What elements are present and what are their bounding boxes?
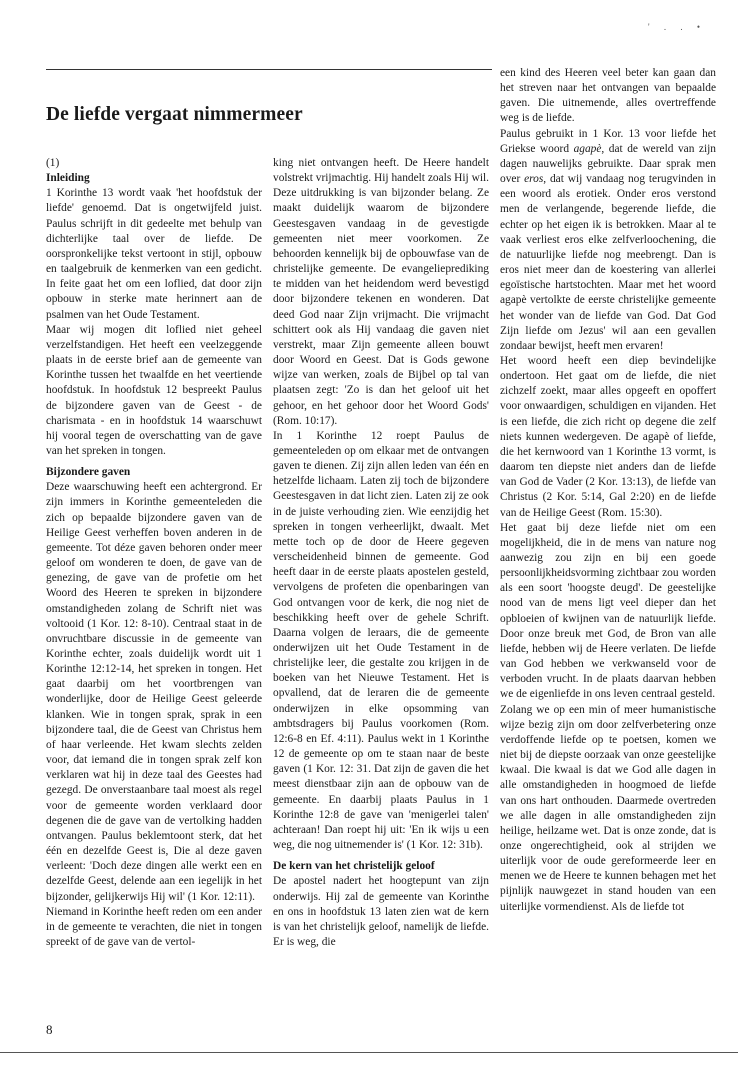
- column-2: [273, 156, 489, 950]
- heading-bijzondere-gaven: Bijzondere gaven: [46, 466, 131, 479]
- column-3: [500, 66, 716, 915]
- paragraph: Niemand in Korinthe heeft reden om een ander in de gemeente te verachten, die niet in tongen spreekt of de gave van de vertol-: [46, 905, 262, 948]
- paragraph: Het gaat bij deze liefde niet om een mogelijkheid, die in de mens van nature nog aanwezig zou zijn en bij een goede persoonlijkheidsvorming zichtbaar zou worden als een soort 'hoogste deugd'. De geestelijke nood van de mens ligt veel dieper dan het opbloeien of kwijnen van de natuurlijk liefde. Door onze breuk met God, de Bron van alle liefde, hebben wij de Heere verlaten. De liefde van God hebben we verkwanseld voor de verboden vrucht. In de plaats daarvan hebben we de eigenliefde in ons leven centraal gesteld.: [500, 521, 716, 701]
- paragraph: In 1 Korinthe 12 roept Paulus de gemeenteleden op om elkaar met de ontvangen gaven te dienen. Zij zijn allen leden van één en hetzelfde lichaam. Laten zij toch de bijzondere Geestesgaven in dat licht zien. Laten zij ze ook in de juiste verhouding zien. Wie eenzijdig het spreken in tongen verheerlijkt, dwaalt. Met mette toch op de door de Heere gegeven verscheidenheid binnen de gemeente. God heeft daar in de eerste plaats apostelen gesteld, vervolgens de profeten die openbaringen van God ontvangen voor de kerk, die nog niet de beschikking heeft over de gehele Schrift. Daarna volgen de leraars, die de gemeente onderwijzen uit het Oude Testament in de christelijke leer, die gestalte zou krijgen in de boeken van het Nieuwe Testament. Het is opvallend, dat de leraren die de gemeente onderwijzen in elke opsomming van ambtsdragers bij Paulus voorkomen (Rom. 12:6-8 en Ef. 4:11). Paulus wekt in 1 Korinthe 12 de gemeente op om te staan naar de beste gaven (1 Kor. 12: 31. Dat zijn de gaven die het meest dienstbaar zijn aan de opbouw van de gemeente. En daarbij plaats Paulus in 1 Korinthe 12:8 de gave van 'menigerlei talen' achteraan! Dan roept hij uit: 'En ik wijs u een weg, die nog uitnemender is' (1 Kor. 12: 31b).: [273, 429, 489, 852]
- heading-inleiding: Inleiding: [46, 172, 90, 185]
- paragraph: De apostel nadert het hoogtepunt van zijn onderwijs. Hij zal de gemeente van Korinthe en ons in hoofdstuk 13 laten zien wat de kern is van het christelijk geloof, namelijk de liefde. Er is weg, die: [273, 875, 489, 948]
- column-1: [46, 156, 262, 950]
- scan-marks: ' . . •: [648, 22, 707, 32]
- paragraph: 1 Korinthe 13 wordt vaak 'het hoofdstuk der liefde' genoemd. Dat is ongetwijfeld juist. Paulus schrijft in dit gedeelte met behulp van dichterlijke taal over de liefde. De oorspronkelijke tekst vertoont in stijl, opbouw en taalgebruik de kenmerken van een gedicht. In feite gaat het om een loflied, dat door zijn opbouw in sterke mate herinnert aan de psalmen van het Oude Testament.: [46, 187, 262, 321]
- paragraph: Deze waarschuwing heeft een achtergrond. Er zijn immers in Korinthe gemeenteleden die zich op bepaalde bijzondere gaven van de Heilige Geest verheffen boven anderen in de gemeente. Tot déze gaven behoren onder meer geloof om wonderen te doen, de gave van de genezing, de gave van de profetie om het Woord des Heeren te spreken in bijzondere omstandigheden zolang de Schrift niet was voltooid (1 Kor. 12: 8-10). Centraal staat in de onvruchtbare discussie in de gemeente van Korinthe echter, zoals duidelijk wordt uit 1 Korinthe 12:12-14, het spreken in tongen. Het gaat daarbij om het voortbrengen van wonderlijke, door de Heilige Geest geleerde klanken. Wie in tongen sprak, sprak in een bijzondere taal, die de Geest van Christus hem of haar verleende. Het kwam slechts zelden voor, dat iemand die in tongen sprak zelf kon verklaren wat hij in deze taal des Geestes had gezegd. De onverstaanbare taal moest als regel voor de gemeente worden verklaard door degenen die de gave van de vertolking hadden ontvangen. Paulus beklemtoont sterk, dat het één en dezelfde Geest is, Die al deze gaven verleent: 'Doch deze dingen alle werkt een en dezelfde Geest, delende aan een iegelijk in het bijzonder, gelijkerwijs Hij wil' (1 Kor. 12:11).: [46, 481, 262, 903]
- paragraph: Zolang we op een min of meer humanistische wijze bezig zijn om door zelfverbetering onze verdoffende liefde op te poetsen, komen we niet bij de diepste oorzaak van onze geestelijke kwaal. Die kwaal is dat we God alle dagen in alle omstandigheden in hoogmoed de liefde van ons hart onthouden. Daarmede overtreden we alle dagen in alle omstandigheden zijn heilige, heilzame wet. Dat is onze zonde, dat is onze ongerechtigheid, ook al strijden we uiterlijk voor de oude gereformeerde leer en menen we de Heere te kunnen behagen met het pijnlijk nauwgezet in stand houden van een uiterlijke vormendienst. Als de liefde tot: [500, 703, 716, 913]
- term-eros: eros: [524, 173, 544, 186]
- section-number: (1): [46, 157, 60, 169]
- paragraph: een kind des Heeren veel beter kan gaan dan het streven naar het ontvangen van bepaalde gaven. Die uitnemende, alles overtreffende weg is de liefde.: [500, 67, 716, 125]
- bottom-rule: [0, 1052, 738, 1053]
- paragraph: king niet ontvangen heeft. De Heere handelt volstrekt vrijmachtig. Hij handelt zoals Hij wil. Deze uitdrukking is van bijzonder belang. Ze maakt duidelijk waarom de bijzondere Geestesgaven vandaag in de gevestigde gemeenten niet meer voorkomen. Ze behoorden kennelijk bij de opbouwfase van de christelijke gemeente. De evangelieprediking te midden van het heidendom werd bevestigd door bijzondere tekenen en wonderen. Dat deed God naar Zijn vrijmacht. Die vrijmacht schittert ook als Hij vandaag die gaven niet verstrekt, maar Zijn gemeente alleen bouwt door Woord en Geest. Dat is Gods gewone wijze van werken, zoals de Bijbel op tal van plaatsen zegt: 'Zo is dan het geloof uit het gehoor, en het gehoor door het Woord Gods' (Rom. 10:17).: [273, 157, 489, 427]
- text-run: , dat de wereld van zijn dagen nauwelijks gebruikte. Daar sprak men over: [500, 142, 716, 186]
- paragraph: [500, 127, 716, 354]
- paragraph: Maar wij mogen dit loflied niet geheel verzelfstandigen. Het heeft een veelzeggende plaats in de eerste brief aan de gemeente van Korinthe tussen het twaalfde en het veertiende hoofdstuk. In hoofdstuk 12 bespreekt Paulus de bijzondere gaven van de Geest - de charismata - en in hoofdstuk 14 waarschuwt hij vooral tegen de overschatting van de gave van het spreken in tongen.: [46, 323, 262, 457]
- text-run: Paulus gebruikt in 1 Kor. 13 voor liefde het Griekse woord: [500, 127, 716, 155]
- page-number: 8: [46, 1022, 53, 1037]
- article-title: De liefde vergaat nimmermeer: [46, 104, 303, 125]
- top-rule: [46, 69, 492, 70]
- heading-kern: De kern van het christelijk geloof: [273, 860, 435, 873]
- paragraph: Het woord heeft een diep bevindelijke ondertoon. Het gaat om de liefde, die niet zichzelf zoekt, maar alles opgeeft en opoffert voor onwaardigen, schuldigen en vijanden. Het is een liefde, die zich richt op degene die zelf niets kunnen wedergeven. De agapè of liefde, die het kernwoord van 1 Korinthe 13 vormt, is daarom ten diepste niet anders dan de liefde van God de Vader (2 Kor. 13:13), de liefde van Christus (2 Kor. 5:14, Gal 2:20) en de liefde van de Heilige Geest (Rom. 15:30).: [500, 354, 716, 519]
- text-run: , dat wij vandaag nog terugvinden in een woord als erotiek. Onder eros verstond men de verlangende, begerende liefde, die echter op het eigen ik is betrokken. Maar al te vaak verliest eros elke zelfverloochening, die de natuurlijke liefde nog meebrengt. Dan is eros niet meer dan de koestering van allerlei egoïstische hartstochten. Maar met het woord agapè vertolkte de eerste christelijke gemeente het wonder van de liefde van God. Dat God Zijn liefde om Jezus' wil aan een gevallen zondaar bewijst, heeft men ervaren!: [500, 173, 716, 352]
- term-agape: agapè: [573, 142, 602, 155]
